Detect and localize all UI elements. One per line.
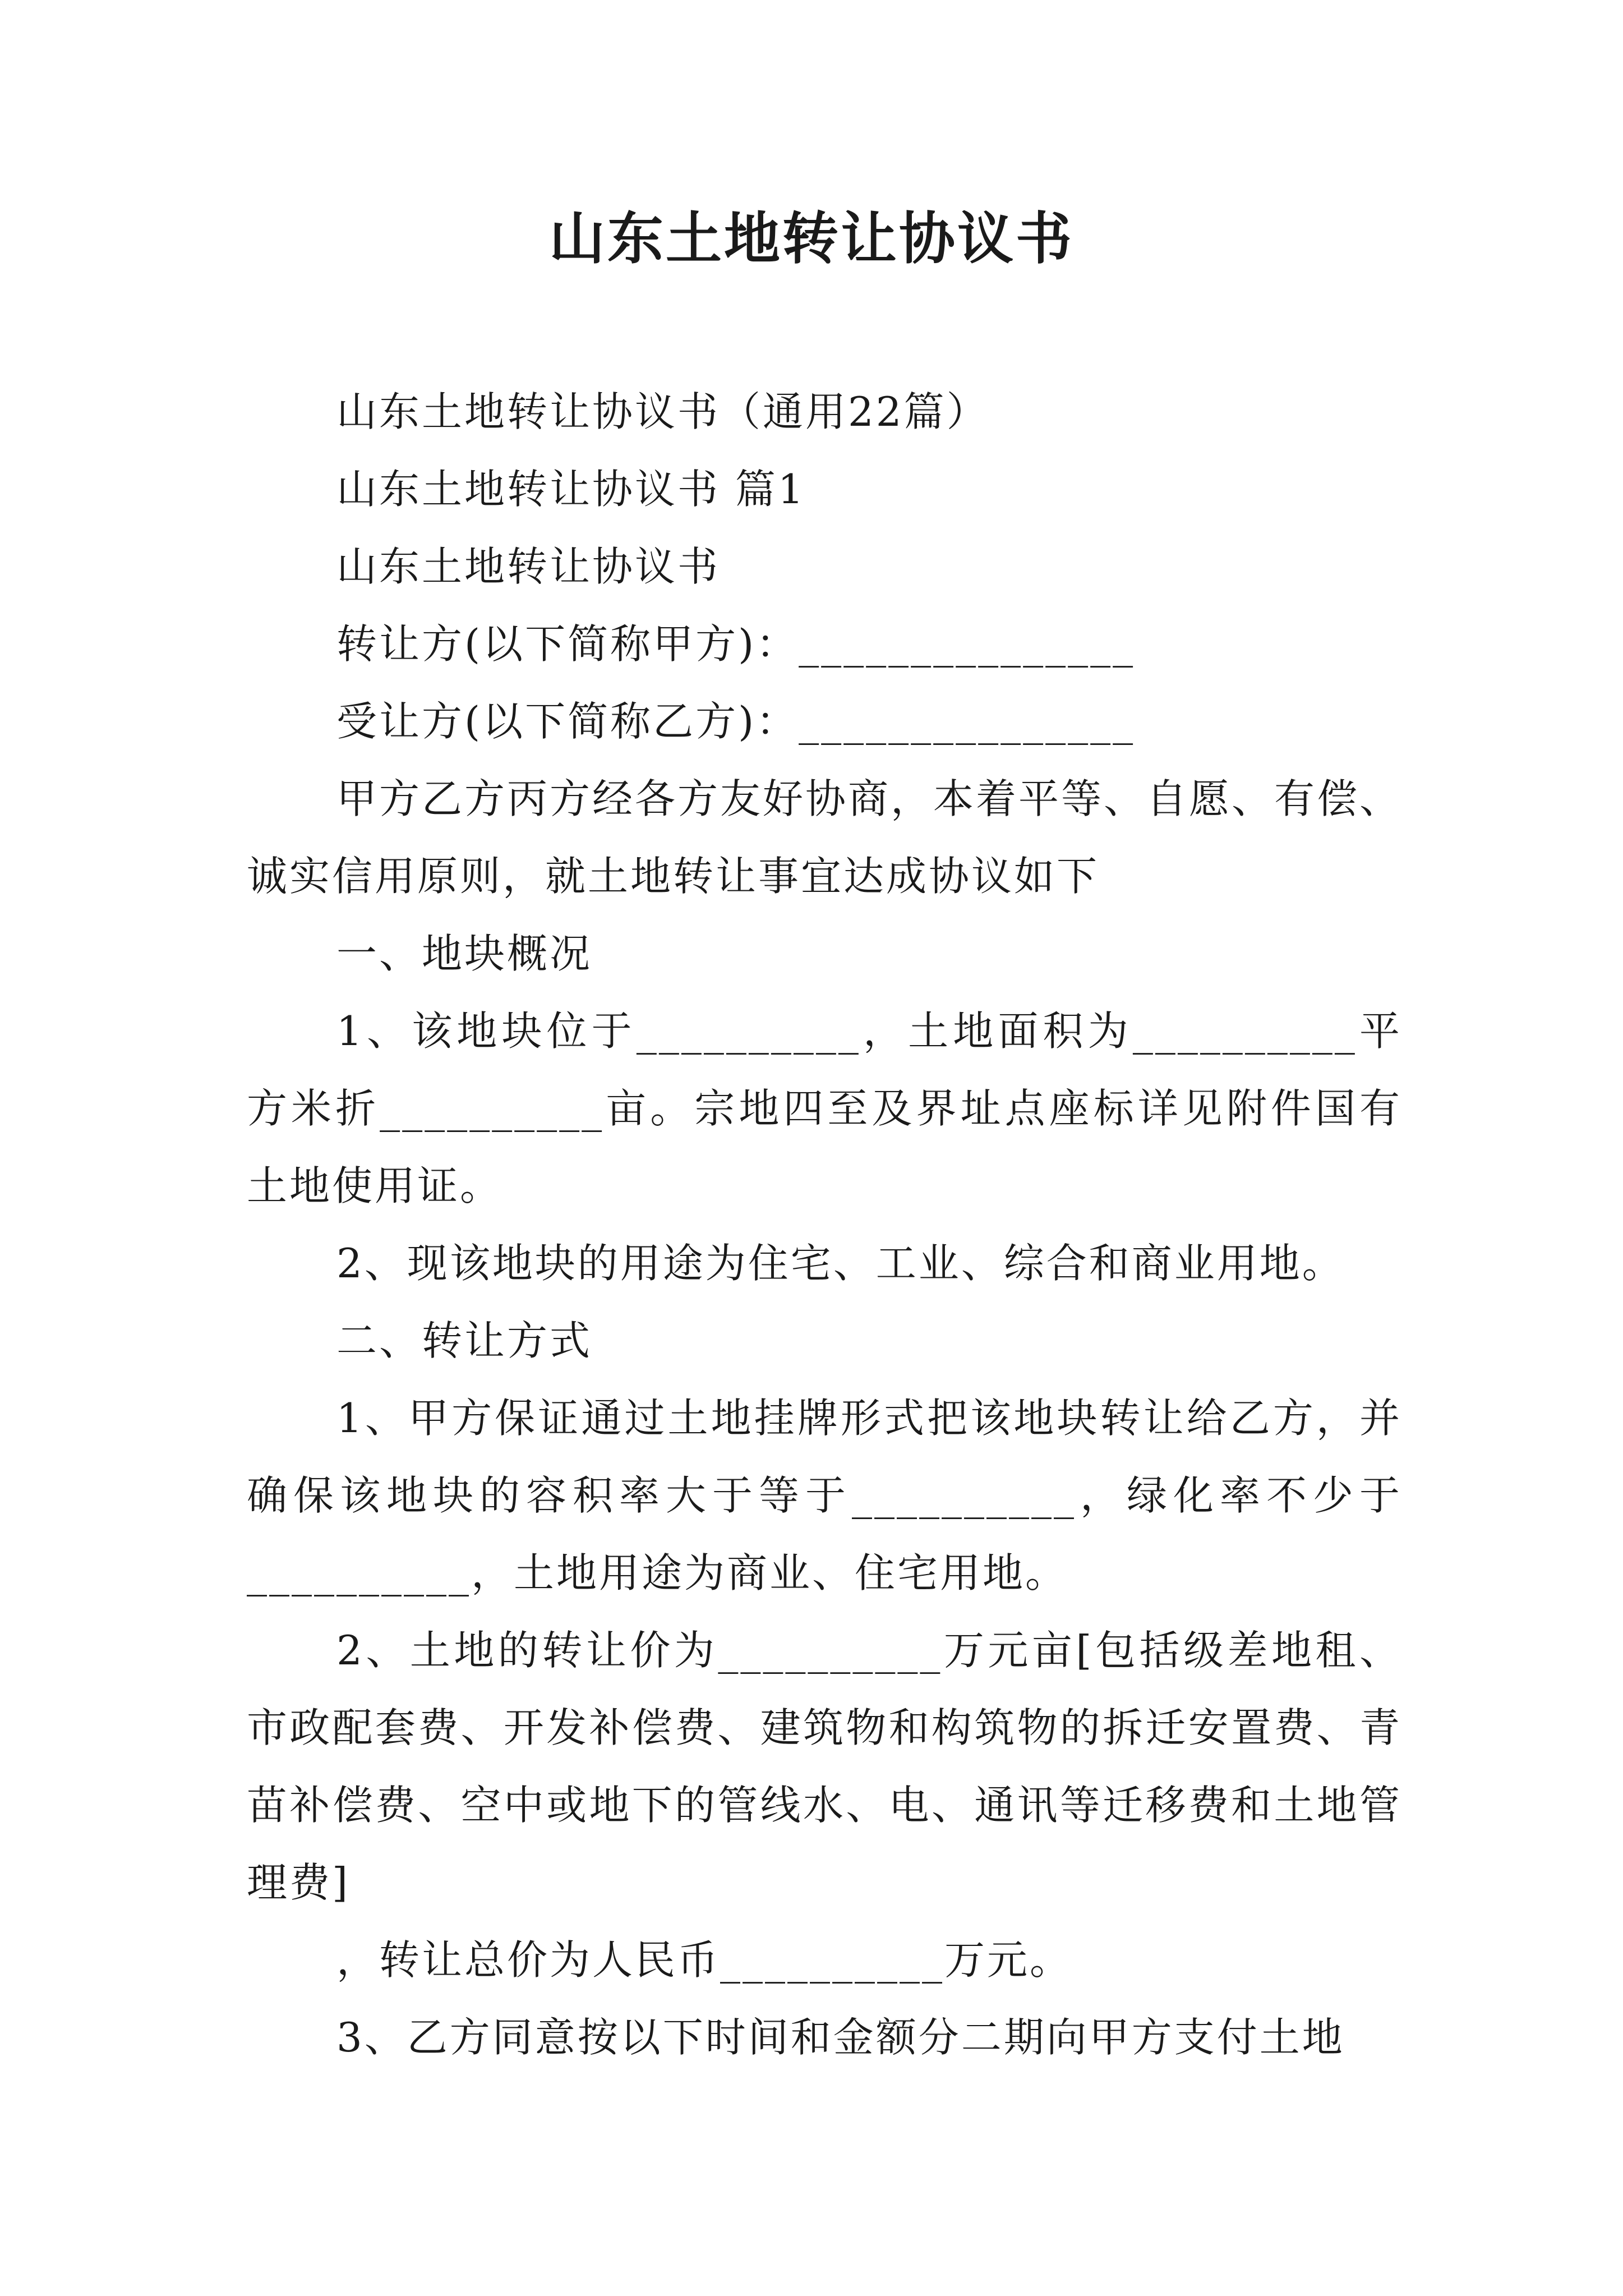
paragraph-transfer-listing: 1、甲方保证通过土地挂牌形式把该地块转让给乙方，并确保该地块的容积率大于等于__________，绿化率不少于__________，土地用途为商业、住宅用地。 bbox=[247, 1395, 1402, 1596]
paragraph-plot-location: 1、该地块位于__________，土地面积为__________平方米折__________亩。宗地四至及界址点座标详见附件国有土地使用证。 bbox=[247, 1007, 1402, 1209]
paragraph-transferor: 转让方(以下简称甲方)：_______________ bbox=[336, 620, 1136, 668]
paragraph-agreement-name: 山东土地转让协议书 bbox=[336, 543, 721, 590]
document-title: 山东土地转让协议书 bbox=[549, 205, 1074, 272]
paragraph-transferee: 受让方(以下简称乙方)：_______________ bbox=[336, 698, 1136, 745]
paragraph-subtitle: 山东土地转让协议书（通用22篇） bbox=[336, 388, 989, 435]
section-heading-plot-overview: 一、地块概况 bbox=[336, 930, 593, 977]
paragraph-payment-schedule: 3、乙方同意按以下时间和金额分二期向甲方支付土地 bbox=[336, 2014, 1345, 2061]
paragraph-preamble: 甲方乙方丙方经各方友好协商，本着平等、自愿、有偿、诚实信用原则，就土地转让事宜达成协议如下 bbox=[247, 775, 1403, 900]
paragraph-transfer-price: 2、土地的转让价为__________万元亩[包括级差地租、市政配套费、开发补偿费、建筑物和构筑物的拆迁安置费、青苗补偿费、空中或地下的管线水、电、通讯等迁移费和土地管理费] bbox=[247, 1627, 1402, 1906]
paragraph-total-price: ，转让总价为人民币__________万元。 bbox=[336, 1936, 1073, 1984]
section-heading-transfer-method: 二、转让方式 bbox=[336, 1317, 593, 1364]
paragraph-plot-usage: 2、现该地块的用途为住宅、工业、综合和商业用地。 bbox=[336, 1240, 1345, 1287]
document-body bbox=[247, 373, 1402, 2076]
paragraph-chapter-heading: 山东土地转让协议书 篇1 bbox=[336, 466, 806, 513]
